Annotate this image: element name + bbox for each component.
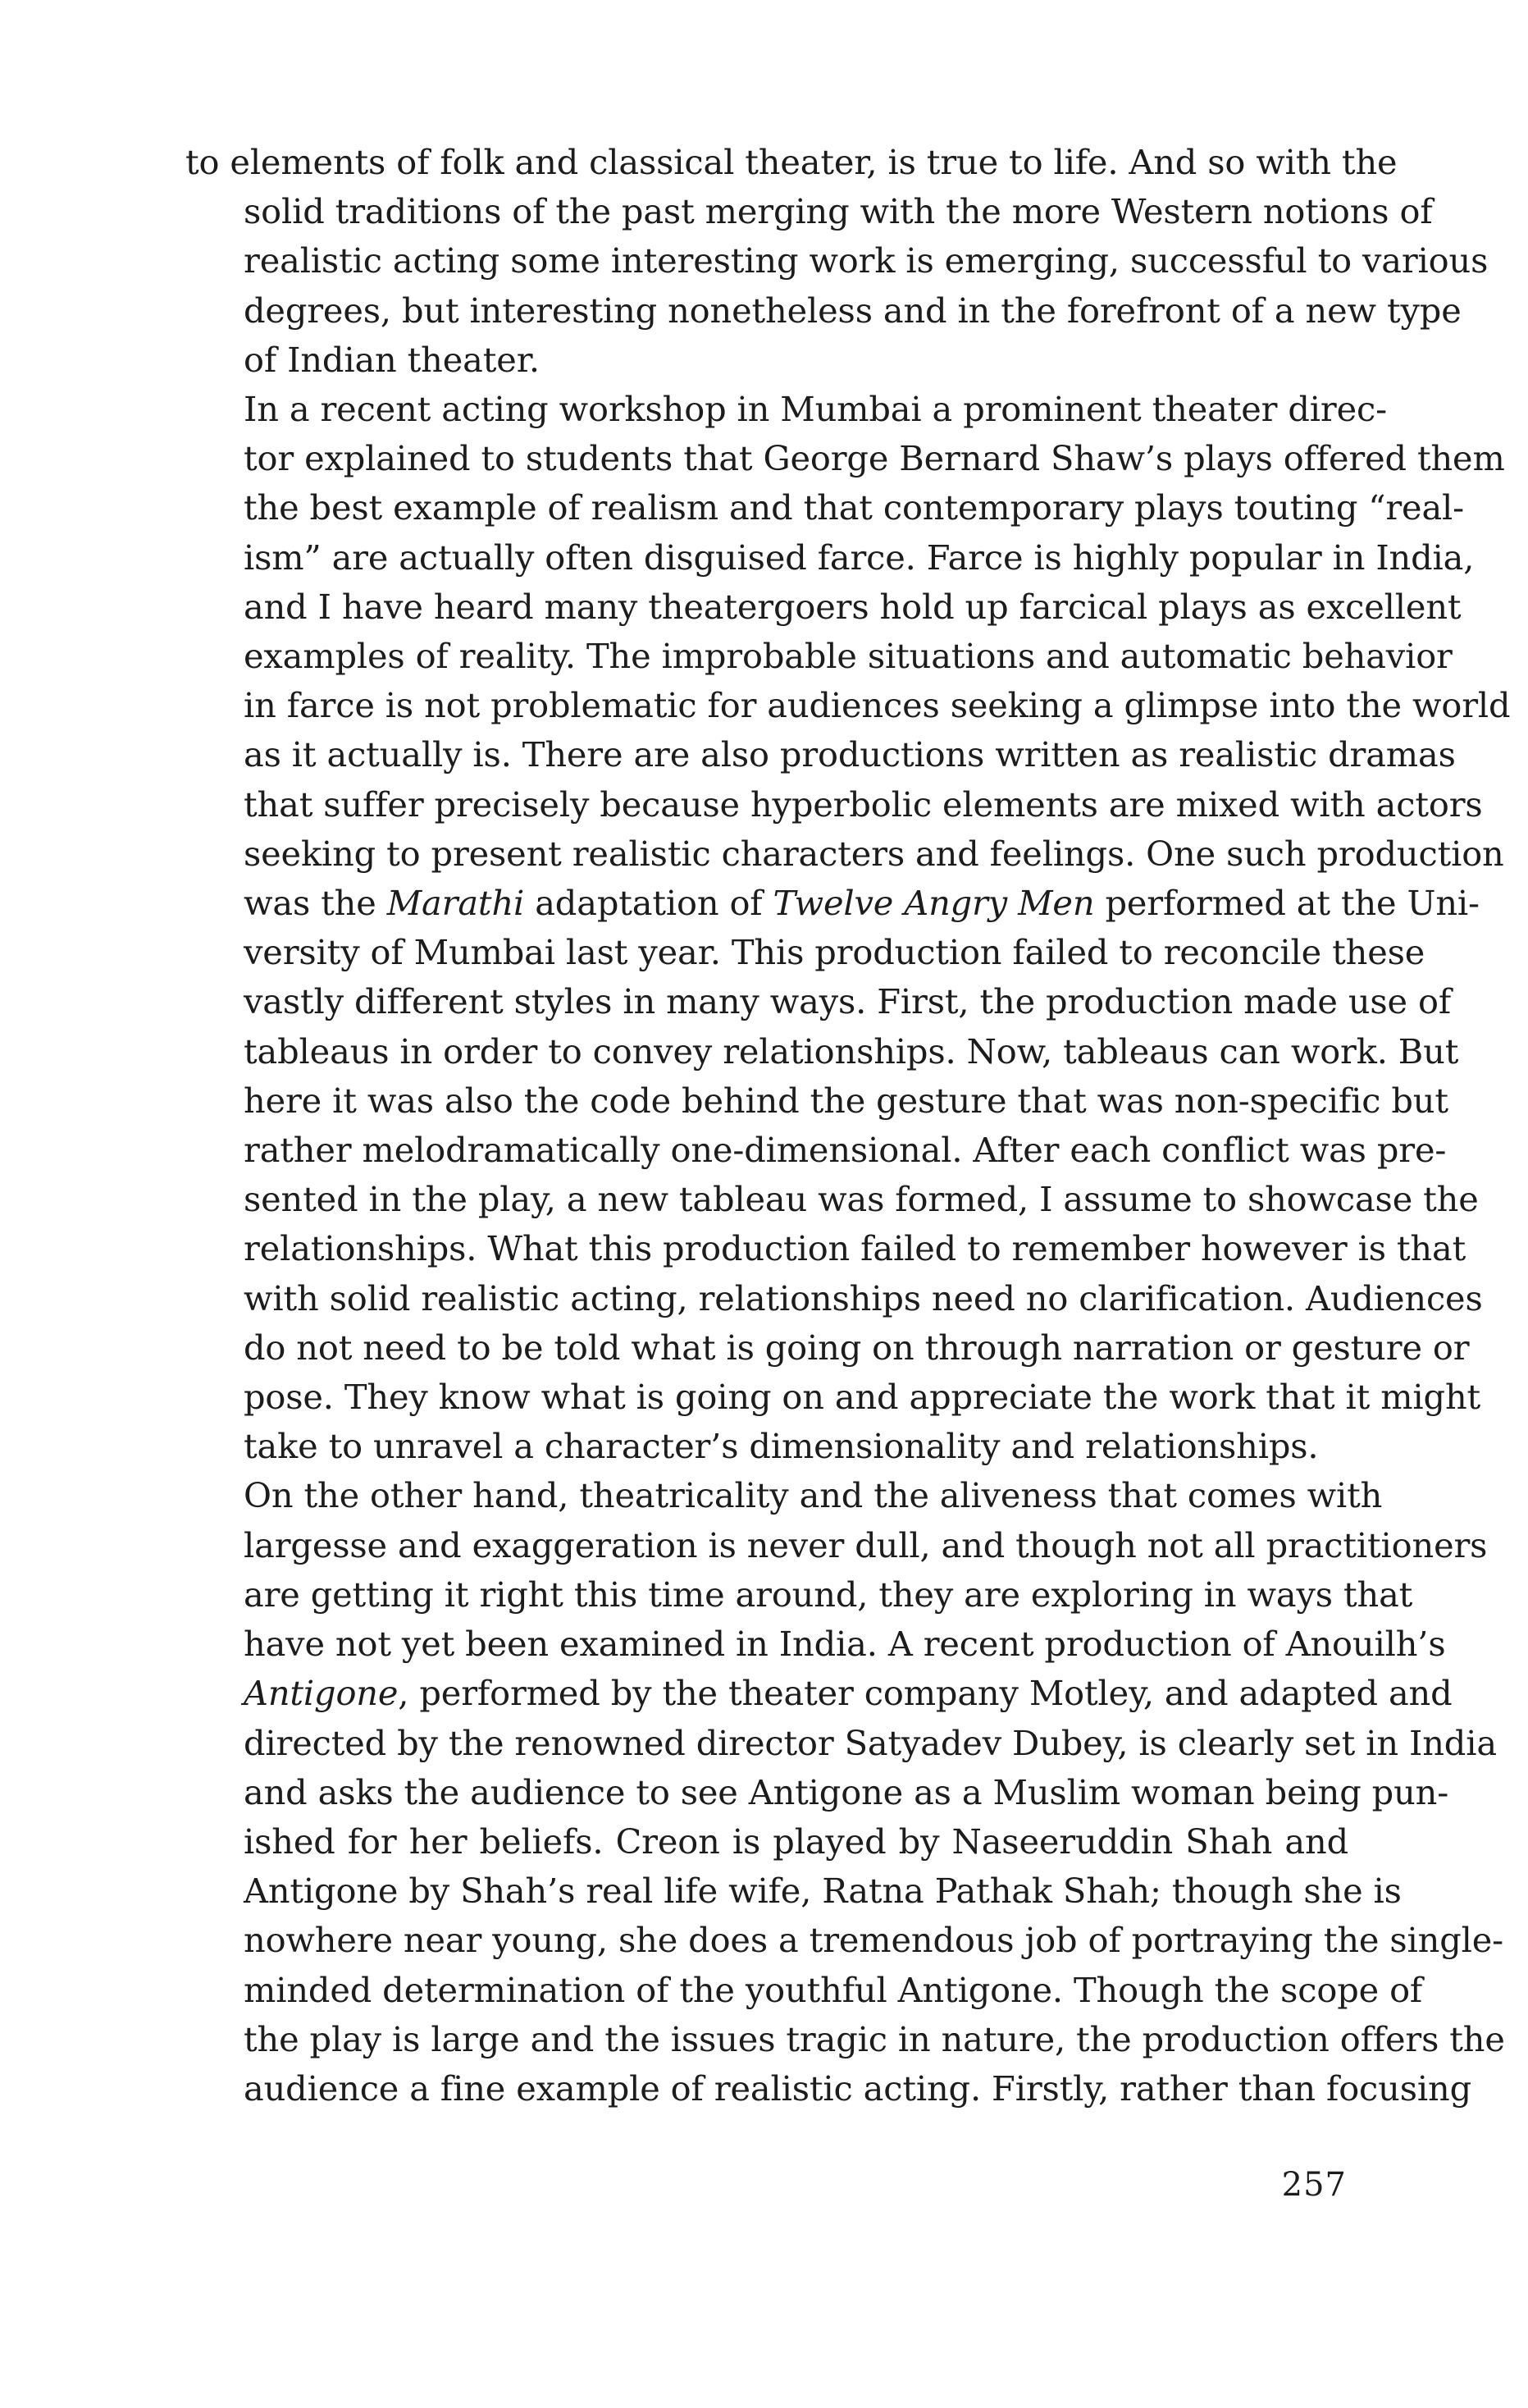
text-line: versity of Mumbai last year. This production failed to reconcile these [244,932,1425,973]
italic-title: Twelve Angry Men [773,883,1095,924]
text-line: tor explained to students that George Bernard Shaw’s plays offered them [244,438,1505,479]
text-line: degrees, but interesting nonetheless and in the forefront of a new type [244,290,1462,331]
italic-title: Antigone [244,1673,399,1714]
text-run: adaptation of [524,883,773,924]
paragraph [185,385,1511,1471]
text-run: was the [244,883,387,924]
text-line: pose. They know what is going on and appreciate the work that it might [244,1377,1481,1418]
text-line: as it actually is. There are also productions written as realistic dramas [244,734,1456,775]
text-line: relationships. What this production failed to remember however is that [244,1228,1466,1269]
paragraph [185,1471,1505,2113]
text-line: have not yet been examined in India. A recent production of Anouilh’s [244,1624,1446,1665]
text-line: Antigone by Shah’s real life wife, Ratna Pathak Shah; though she is [244,1871,1402,1912]
text-line: and asks the audience to see Antigone as a Muslim woman being pun- [244,1771,1449,1812]
text-line: In a recent acting workshop in Mumbai a prominent theater direc- [244,389,1387,430]
text-line: examples of reality. The improbable situations and automatic behavior [244,636,1453,677]
text-line: take to unravel a character’s dimensionality and relationships. [244,1426,1319,1467]
text-line: tableaus in order to convey relationships. Now, tableaus can work. But [244,1030,1459,1071]
text-run: , performed by the theater company Motley, and adapted and [398,1673,1453,1714]
text-line: of Indian theater. [244,339,540,380]
text-line: in farce is not problematic for audiences seeking a glimpse into the world [244,685,1511,726]
text-line: to elements of folk and classical theater, is true to life. And so with the [185,142,1398,182]
text-line: largesse and exaggeration is never dull, and though not all practitioners [244,1524,1488,1565]
page-body [185,138,1511,2113]
text-line: that suffer precisely because hyperbolic elements are mixed with actors [244,784,1483,825]
text-line: are getting it right this time around, they are exploring in ways that [244,1574,1413,1615]
text-line: the play is large and the issues tragic in nature, the production offers the [244,2018,1505,2059]
text-line: realistic acting some interesting work is emerging, successful to various [244,240,1489,281]
text-line: solid traditions of the past merging with the more Western notions of [244,191,1433,232]
text-line [185,879,1480,928]
text-line: sented in the play, a new tableau was formed, I assume to showcase the [244,1179,1479,1220]
text-line: do not need to be told what is going on through narration or gesture or [244,1327,1470,1368]
text-line: On the other hand, theatricality and the aliveness that comes with [244,1475,1383,1516]
text-line [185,1669,1453,1718]
text-line: rather melodramatically one-dimensional. After each conflict was pre- [244,1130,1447,1171]
text-line: seeking to present realistic characters and feelings. One such production [244,833,1504,874]
text-line: minded determination of the youthful Antigone. Though the scope of [244,1969,1423,2010]
text-line: with solid realistic acting, relationships need no clarification. Audiences [244,1277,1483,1318]
text-line: ished for her beliefs. Creon is played by Naseeruddin Shah and [244,1821,1348,1862]
text-line: directed by the renowned director Satyadev Dubey, is clearly set in India [244,1722,1497,1763]
text-line: vastly different styles in many ways. First, the production made use of [244,981,1452,1022]
text-line: and I have heard many theatergoers hold up farcical plays as excellent [244,586,1462,627]
italic-title: Marathi [386,883,525,924]
page-number: 257 [1281,2166,1347,2204]
text-line: nowhere near young, she does a tremendous job of portraying the single- [244,1920,1504,1961]
text-line: here it was also the code behind the gesture that was non-specific but [244,1080,1448,1121]
text-run: performed at the Uni- [1094,883,1480,924]
paragraph [185,138,1489,385]
text-line: the best example of realism and that contemporary plays touting “real- [244,487,1465,528]
text-line: ism” are actually often disguised farce. Farce is highly popular in India, [244,537,1475,578]
text-line: audience a fine example of realistic acting. Firstly, rather than focusing [244,2068,1471,2109]
